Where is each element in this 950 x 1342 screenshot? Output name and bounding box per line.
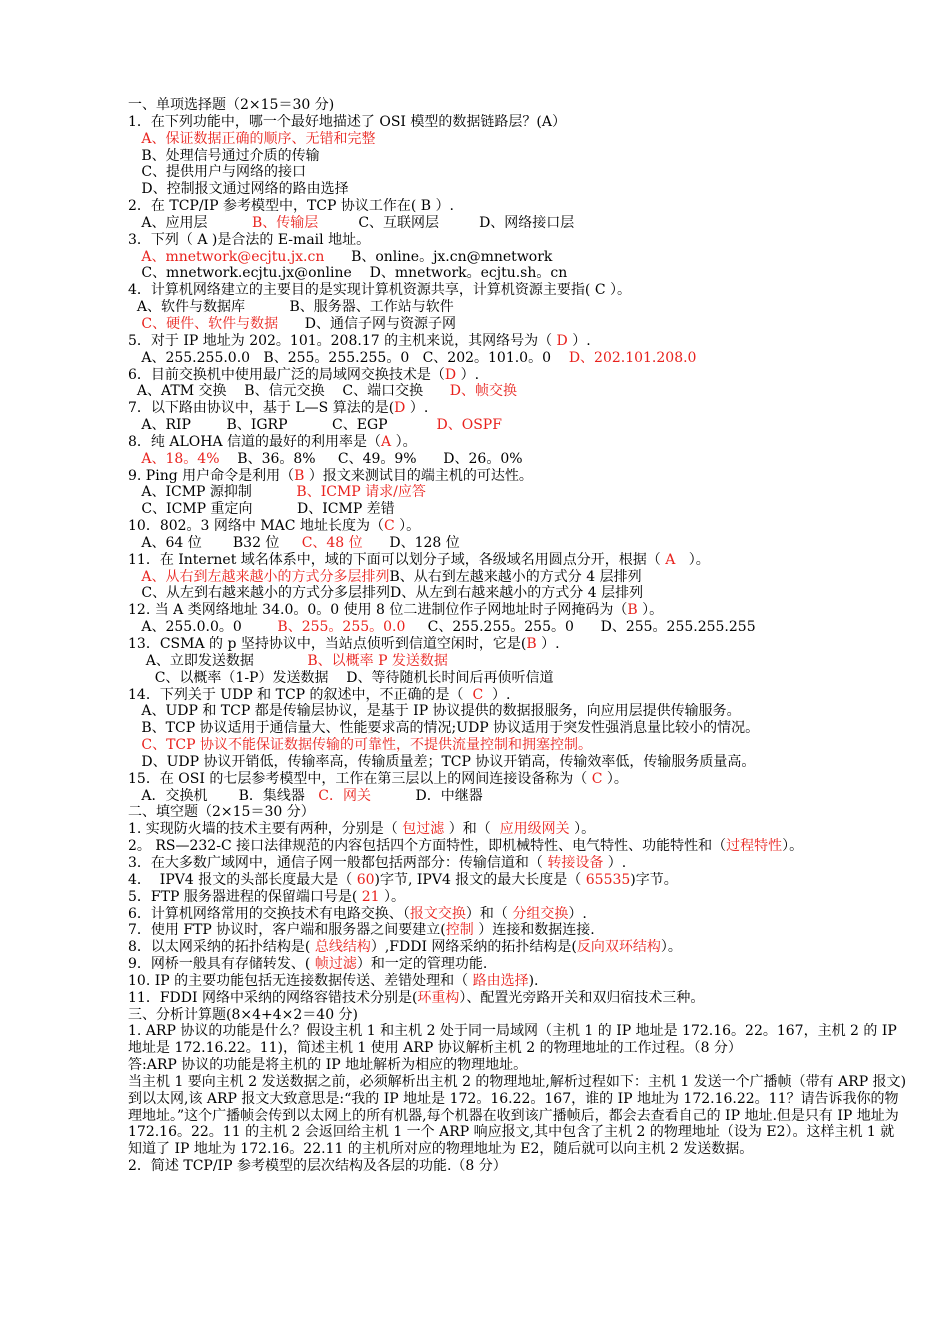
question-text: 15．在 OSI 的七层参考模型中，工作在第三层以上的网间连接设备称为（ bbox=[128, 770, 592, 787]
answer-text: B、ICMP 请求/应答 bbox=[296, 484, 426, 501]
question-text: 9. Ping 用户命令是利用（ bbox=[128, 467, 295, 484]
question-text: 1. 实现防火墙的技术主要有两种，分别是（ bbox=[128, 821, 403, 838]
question-text: ）和（ bbox=[465, 905, 513, 922]
text-line bbox=[128, 181, 908, 198]
question-text: 2。 RS—232-C 接口法律规范的内容包括四个方面特性，即机械特性、电气特性、功能特性和（ bbox=[128, 838, 727, 855]
question-text: 二、填空题（2×15＝30 分） bbox=[128, 804, 315, 821]
text-line bbox=[128, 687, 908, 704]
text-line bbox=[128, 367, 908, 384]
question-text: 6．目前交换机中使用最广泛的局域网交换技术是（ bbox=[128, 366, 445, 383]
question-text: 8．纯 ALOHA 信道的最好的利用率是（ bbox=[128, 433, 382, 450]
question-text: 一、单项选择题（2×15＝30 分) bbox=[128, 97, 335, 113]
question-text: A、UDP 和 TCP 都是传输层协议，是基于 IP 协议提供的数据报服务，向应用层提供传输服务。 bbox=[128, 703, 741, 720]
question-text: D、128 位 bbox=[362, 534, 460, 551]
question-text: B、从右到左越来越小的方式分 4 层排列 bbox=[389, 568, 642, 585]
text-line bbox=[128, 518, 908, 535]
text-line bbox=[128, 990, 908, 1007]
answer-text: 应用级网关 bbox=[499, 821, 570, 838]
question-text: A．交换机 B．集线器 bbox=[128, 787, 319, 804]
answer-text: A bbox=[381, 433, 392, 450]
question-text: A、RIP B、IGRP C、EGP bbox=[128, 417, 437, 434]
text-line bbox=[128, 383, 908, 400]
text-line bbox=[128, 535, 908, 552]
answer-text: C、TCP 协议不能保证数据传输的可靠性，不提供流量控制和拥塞控制。 bbox=[141, 737, 592, 754]
text-line bbox=[128, 821, 908, 838]
answer-text: 21 bbox=[361, 888, 380, 905]
question-text: D、通信子网与资源子网 bbox=[278, 315, 457, 332]
question-text: 14．下列关于 UDP 和 TCP 的叙述中，不正确的是（ bbox=[128, 686, 473, 703]
text-line bbox=[128, 1057, 908, 1074]
text-line bbox=[128, 754, 908, 771]
answer-text: A bbox=[665, 551, 676, 568]
text-line bbox=[128, 164, 908, 181]
text-line bbox=[128, 552, 908, 569]
answer-text: 65535 bbox=[585, 871, 631, 888]
text-line bbox=[128, 97, 908, 114]
question-text: ）。 bbox=[675, 551, 710, 568]
answer-text: A、18。4% bbox=[141, 450, 220, 467]
answer-text: B、以概率 P 发送数据 bbox=[307, 652, 448, 669]
question-text: ）。 bbox=[379, 888, 406, 905]
question-text: 5．对于 IP 地址为 202。101。208.17 的主机来说，其网络号为（ bbox=[128, 332, 557, 349]
text-line bbox=[128, 569, 908, 586]
text-line bbox=[128, 585, 908, 602]
text-line bbox=[128, 282, 908, 299]
question-text: )字节, IPV4 报文的最大长度是（ bbox=[374, 871, 586, 888]
text-line bbox=[128, 973, 908, 990]
text-line bbox=[128, 956, 908, 973]
question-text: A、立即发送数据 bbox=[128, 652, 308, 669]
question-text: C、mnetwork.ecjtu.jx@online D、mnetwork。ecjtu.sh。cn bbox=[128, 265, 568, 282]
question-text: A、ICMP 源抑制 bbox=[128, 484, 297, 501]
answer-text: 反向双环结构 bbox=[576, 939, 661, 956]
answer-text: 包过滤 bbox=[402, 821, 445, 838]
question-text: B、处理信号通过介质的传输 bbox=[128, 147, 320, 164]
question-text: 7．使用 FTP 协议时，客户端和服务器之间要建立( bbox=[128, 922, 446, 939]
text-line bbox=[128, 1007, 908, 1024]
question-text: C、提供用户与网络的接口 bbox=[128, 164, 307, 181]
answer-text: C bbox=[591, 770, 603, 787]
question-text: C、ICMP 重定向 D、ICMP 差错 bbox=[128, 501, 395, 518]
text-line bbox=[128, 215, 908, 232]
answer-text: D、202.101.208.0 bbox=[568, 349, 697, 366]
answer-text: C．网关 bbox=[318, 787, 371, 804]
question-text: C、以概率（1-P）发送数据 D、等待随机长时间后再侦听信道 bbox=[128, 669, 554, 686]
text-line bbox=[128, 771, 908, 788]
question-text: B、online。jx.cn@mnetwork bbox=[324, 248, 553, 265]
answer-text: D bbox=[394, 400, 406, 417]
question-text: ）. bbox=[456, 366, 480, 383]
question-text: ）。 bbox=[782, 838, 804, 855]
question-text: ）报文来测试目的端主机的可达性。 bbox=[304, 467, 533, 484]
question-text bbox=[128, 569, 141, 585]
text-line bbox=[128, 131, 908, 148]
question-text: A、ATM 交换 B、信元交换 C、端口交换 bbox=[128, 383, 450, 400]
text-line bbox=[128, 653, 908, 670]
question-text: 8．以太网采纳的拓扑结构是( bbox=[128, 939, 315, 956]
question-text: ）和（ bbox=[444, 821, 500, 838]
text-line bbox=[128, 788, 908, 805]
question-text: 6．计算机网络常用的交换技术有电路交换、（ bbox=[128, 905, 410, 922]
text-line bbox=[128, 1023, 908, 1057]
answer-text: D bbox=[556, 332, 568, 349]
question-text: ）。 bbox=[569, 821, 596, 838]
question-text: 11．FDDI 网络中采纳的网络容错技术分别是( bbox=[128, 989, 418, 1006]
question-text: 4．计算机网络建立的主要目的是实现计算机资源共享，计算机资源主要指( C ）。 bbox=[128, 282, 631, 299]
text-line bbox=[128, 619, 908, 636]
question-text: ）. bbox=[567, 332, 591, 349]
question-text: 2．简述 TCP/IP 参考模型的层次结构及各层的功能.（8 分） bbox=[128, 1158, 507, 1175]
text-line bbox=[128, 737, 908, 754]
answer-text: B、255。255。0.0 bbox=[277, 619, 406, 636]
question-text: D．中继器 bbox=[370, 787, 483, 804]
text-line bbox=[128, 670, 908, 687]
answer-text: 路由选择 bbox=[472, 972, 529, 989]
answer-text: 帧过滤 bbox=[314, 956, 357, 973]
answer-text: B bbox=[627, 602, 638, 619]
answer-text: 过程特性 bbox=[726, 838, 783, 855]
text-line bbox=[128, 417, 908, 434]
text-line bbox=[128, 906, 908, 923]
question-text: 1．在下列功能中，哪一个最好地描述了 OSI 模型的数据链路层？(A） bbox=[128, 113, 566, 130]
question-text: ）。 bbox=[660, 939, 682, 956]
text-line bbox=[128, 468, 908, 485]
question-text bbox=[128, 451, 141, 467]
answer-text: 环重构 bbox=[417, 989, 460, 1006]
question-text: ）。 bbox=[394, 518, 421, 535]
text-line bbox=[128, 838, 908, 855]
text-line bbox=[128, 889, 908, 906]
question-text: ）. bbox=[405, 400, 429, 417]
question-text: ）。 bbox=[602, 770, 628, 787]
question-text: C、从左到右越来越小的方式分多层排列D、从左到右越来越小的方式分 4 层排列 bbox=[128, 585, 644, 602]
question-text: 12. 当 A 类网络地址 34.0。0。0 使用 8 位二进制位作子网地址时子网掩码为（ bbox=[128, 602, 628, 619]
question-text bbox=[128, 249, 141, 265]
answer-text: 报文交换 bbox=[409, 905, 466, 922]
question-text: 当主机 1 要向主机 2 发送数据之前，必须解析出主机 2 的物理地址,解析过程如下：主机 1 发送一个广播帧（带有 ARP 报文)到以太网,该 ARP 报文大致意思是:“我的 IP 地址是 172。16.22。167，谁的 IP 地址为 172.16.22。11？请告诉我你的物理地址。”这个广播帧会传到以太网上的所有机器,每个机器在收到该广播帧后，都会去查看自己的 IP 地址.但是只有 IP 地址为 172.16。22。11 的主机 2 会返回给主机 1 一个 ARP 响应报文,其中包含了主机 2 的物理地址（设为 E2）。这样主机 1 就知道了 IP 地址为 172.16。22.11 的主机所对应的物理地址为 E2，随后就可以向主机 2 发送数据。 bbox=[128, 1073, 907, 1158]
text-line bbox=[128, 198, 908, 215]
text-line bbox=[128, 350, 908, 367]
question-text: A、255.255.0.0 B、255。255.255。0 C、202。101.0。0 bbox=[128, 349, 569, 366]
text-line bbox=[128, 855, 908, 872]
question-text: ). bbox=[528, 972, 539, 989]
text-line bbox=[128, 636, 908, 653]
text-line bbox=[128, 922, 908, 939]
question-text: 9．网桥一般具有存储转发、( bbox=[128, 956, 315, 973]
answer-text: 总线结构 bbox=[314, 939, 371, 956]
text-line bbox=[128, 265, 908, 282]
text-line bbox=[128, 299, 908, 316]
answer-text: D、帧交换 bbox=[449, 383, 518, 400]
text-line bbox=[128, 434, 908, 451]
text-line bbox=[128, 703, 908, 720]
question-text bbox=[128, 131, 141, 147]
question-text: 10. IP 的主要功能包括无连接数据传送、差错处理和（ bbox=[128, 972, 473, 989]
answer-text: C、48 位 bbox=[301, 534, 363, 551]
question-text: ）连接和数据连接. bbox=[473, 922, 595, 939]
document-body bbox=[128, 97, 908, 1175]
text-line bbox=[128, 114, 908, 131]
text-line bbox=[128, 400, 908, 417]
answer-text: 转接设备 bbox=[547, 854, 604, 871]
question-text: 2．在 TCP/IP 参考模型中，TCP 协议工作在( B ）. bbox=[128, 198, 454, 215]
question-text: 答:ARP 协议的功能是将主机的 IP 地址解析为相应的物理地址。 bbox=[128, 1057, 528, 1074]
question-text: 10．802。3 网络中 MAC 地址长度为（ bbox=[128, 518, 384, 535]
text-line bbox=[128, 1158, 908, 1175]
question-text: 11．在 Internet 域名体系中，域的下面可以划分子域，各级域名用圆点分开，根据（ bbox=[128, 551, 666, 568]
question-text: ）。 bbox=[637, 602, 664, 619]
question-text: 三、分析计算题(8×4+4×2＝40 分) bbox=[128, 1006, 359, 1023]
answer-text: D bbox=[444, 366, 457, 383]
answer-text: A、mnetwork@ecjtu.jx.cn bbox=[141, 248, 325, 265]
question-text: D、UDP 协议开销低，传输率高，传输质量差；TCP 协议开销高，传输效率低，传输服务质量高。 bbox=[128, 753, 756, 770]
answer-text: B bbox=[294, 467, 305, 484]
question-text: 4． IPV4 报文的头部长度最大是（ bbox=[128, 871, 357, 888]
text-line bbox=[128, 232, 908, 249]
answer-text: D、OSPF bbox=[436, 417, 502, 434]
text-line bbox=[128, 602, 908, 619]
text-line bbox=[128, 872, 908, 889]
text-line bbox=[128, 451, 908, 468]
question-text: ）、配置光旁路开关和双归宿技术三种。 bbox=[459, 989, 705, 1006]
text-line bbox=[128, 804, 908, 821]
text-line bbox=[128, 1074, 908, 1158]
question-text: ）和一定的管理功能. bbox=[356, 956, 488, 973]
question-text bbox=[128, 737, 141, 753]
text-line bbox=[128, 148, 908, 165]
question-text: C、255.255。255。0 D、255。255.255.255 bbox=[405, 619, 756, 636]
question-text: ）,FDDI 网络采纳的拓扑结构是( bbox=[370, 939, 577, 956]
question-text: ）. bbox=[603, 854, 627, 871]
text-line bbox=[128, 720, 908, 737]
answer-text: A、保证数据正确的顺序、无错和完整 bbox=[141, 130, 376, 147]
question-text: D、控制报文通过网络的路由选择 bbox=[128, 181, 349, 198]
question-text: )字节。 bbox=[630, 871, 678, 888]
question-text: 3．下列（ A )是合法的 E-mail 地址。 bbox=[128, 231, 371, 248]
answer-text: 分组交换 bbox=[512, 905, 569, 922]
answer-text: A、从右到左越来越小的方式分多层排列 bbox=[141, 568, 390, 585]
answer-text: B bbox=[526, 636, 537, 652]
question-text: 1. ARP 协议的功能是什么？假设主机 1 和主机 2 处于同一局域网（主机 1 的 IP 地址是 172.16。22。167，主机 2 的 IP 地址是 172.16.22。11)，简述主机 1 使用 ARP 协议解析主机 2 的物理地址的工作过程。（8 分） bbox=[128, 1023, 897, 1057]
answer-text: 60 bbox=[356, 871, 375, 888]
question-text: C、互联网层 D、网络接口层 bbox=[318, 214, 575, 231]
question-text: A、软件与数据库 B、服务器、工作站与软件 bbox=[128, 299, 454, 316]
question-text: ）. bbox=[536, 636, 560, 652]
text-line bbox=[128, 939, 908, 956]
answer-text: 控制 bbox=[445, 922, 474, 939]
question-text: A、255.0.0。0 bbox=[128, 619, 278, 636]
question-text bbox=[128, 316, 141, 332]
text-line bbox=[128, 484, 908, 501]
answer-text: C bbox=[472, 686, 484, 703]
question-text: A、64 位 B32 位 bbox=[128, 534, 302, 551]
question-text: ）. bbox=[483, 686, 511, 703]
question-text: 5．FTP 服务器进程的保留端口号是( bbox=[128, 888, 362, 905]
answer-text: B、传输层 bbox=[251, 214, 319, 231]
text-line bbox=[128, 501, 908, 518]
question-text: B、TCP 协议适用于通信量大、性能要求高的情况;UDP 协议适用于突发性强消息量比较小的情况。 bbox=[128, 720, 760, 737]
question-text: 13．CSMA 的 p 坚持协议中，当站点侦听到信道空闲时，它是( bbox=[128, 636, 527, 652]
text-line bbox=[128, 249, 908, 266]
answer-text: C bbox=[383, 518, 395, 535]
text-line bbox=[128, 333, 908, 350]
question-text: 3．在大多数广域网中，通信子网一般都包括两部分：传输信道和（ bbox=[128, 854, 548, 871]
question-text: B、36。8% C、49。9% D、26。0% bbox=[219, 450, 523, 467]
answer-text: C、硬件、软件与数据 bbox=[141, 315, 279, 332]
question-text: ）. bbox=[568, 905, 587, 922]
question-text: 7．以下路由协议中，基于 L—S 算法的是( bbox=[128, 400, 395, 417]
question-text: A、应用层 bbox=[128, 214, 252, 231]
question-text: ）。 bbox=[391, 433, 417, 450]
text-line bbox=[128, 316, 908, 333]
